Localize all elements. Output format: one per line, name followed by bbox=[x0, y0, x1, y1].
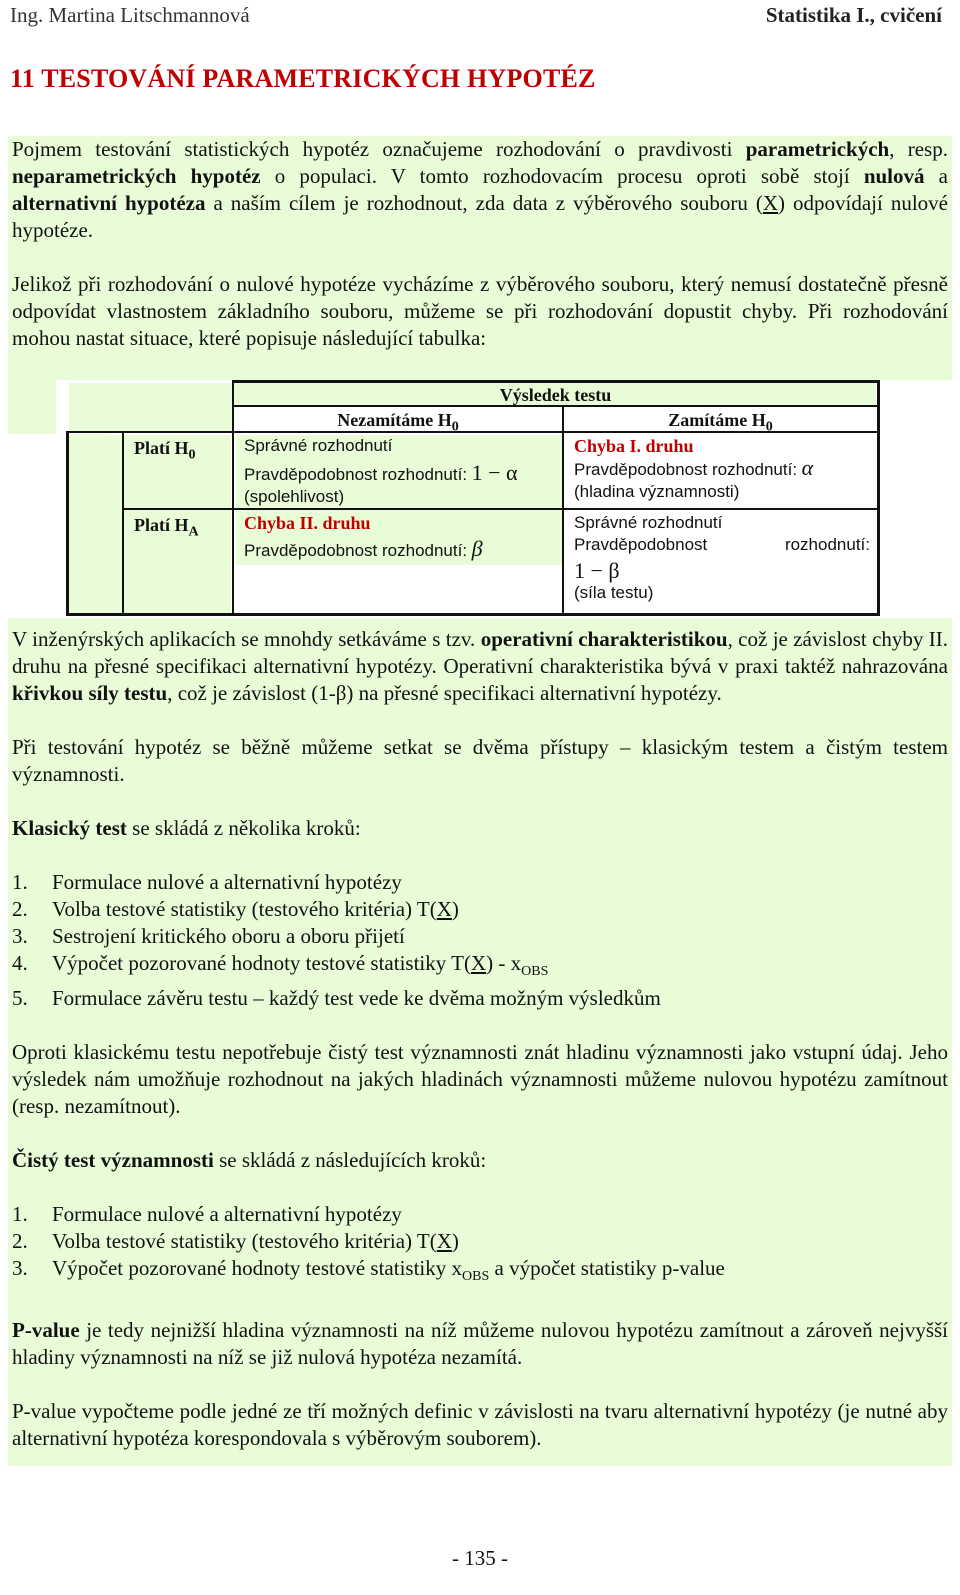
cell-correct-reject: Správné rozhodnutí Pravděpodobnost rozhodnutí: 1 − β (síla testu) bbox=[574, 513, 870, 602]
list-item: 3. Výpočet pozorované hodnoty testové statistiky $x_{OBS}$ a výpočet statistiky p-value bbox=[12, 1256, 725, 1285]
list-item: 1. Formulace nulové a alternativní hypotézy bbox=[12, 1202, 402, 1227]
header-author: Ing. Martina Litschmannová bbox=[10, 3, 250, 27]
cell-type1-error: Chyba I. druhu Pravděpodobnost rozhodnutí: α (hladina významnosti) bbox=[574, 436, 814, 501]
list-item: 1. Formulace nulové a alternativní hypotézy bbox=[12, 870, 402, 894]
main-text-block bbox=[8, 618, 952, 1466]
list-item: 2. Volba testové statistiky (testového kritéria) T(X) bbox=[12, 897, 459, 921]
pure-test-steps bbox=[12, 1201, 948, 1290]
paragraph-p-value-definitions: P-value vypočteme podle jedné ze tří možných definic v závislosti na tvaru alternativní hypotézy (je nutné aby alternativní hypotéza korespondovala s výběrovým souborem). bbox=[12, 1399, 948, 1451]
chapter-title: 11 TESTOVÁNÍ PARAMETRICKÝCH HYPOTÉZ bbox=[10, 64, 596, 93]
list-item: 2. Volba testové statistiky (testového kritéria) T(X) bbox=[12, 1229, 459, 1254]
list-item: 5. Formulace závěru testu – každý test vede ke dvěma možným výsledkům bbox=[12, 986, 661, 1011]
row-ha-header: Platí $H_A$ bbox=[134, 515, 199, 540]
paragraph-definition: Pojmem testování statistických hypotéz označujeme rozhodování o pravdivosti parametrických, resp. neparametrických hypotéz o populaci. V tomto rozhodovacím procesu oproti sobě stojí nulová a alternativní hypotéza a naším cílem je rozhodnout, zda data z výběrového souboru (X) odpovídají nulové hypotéze. bbox=[12, 137, 948, 242]
list-item: 3. Sestrojení kritického oboru a oboru přijetí bbox=[12, 924, 405, 948]
table-margin-fill bbox=[8, 380, 56, 434]
list-item: 4. Výpočet pozorované hodnoty testové statistiky $T(X) - x_{OBS}$ bbox=[12, 951, 549, 980]
page-number: - 135 - bbox=[452, 1546, 508, 1570]
paragraph-approaches: Při testování hypotéz se běžně můžeme setkat se dvěma přístupy – klasickým testem a čistým testem významnosti. bbox=[12, 735, 948, 786]
paragraph-pure-test-intro: Oproti klasickému testu nepotřebuje čistý test významnosti znát hladinu významnosti jako vstupní údaj. Jeho výsledek nám umožňuje rozhodnout na jakých hladinách významnosti můžeme nulovou hypotézu zamítnout (resp. nezamítnout). bbox=[12, 1040, 948, 1119]
row-h0-header: Platí $H_0$ bbox=[134, 438, 196, 463]
col-reject-header: Zamítáme $H_0$ bbox=[668, 410, 773, 435]
header-course: Statistika I., cvičení bbox=[765, 3, 942, 27]
paragraph-operating-characteristic: V inženýrských aplikacích se mnohdy setkáváme s tzv. operativní charakteristikou, což je závislost chyby II. druhu na přesné specifikaci alternativní hypotézy. Operativní charakteristika bývá v praxi taktéž nahrazována křivkou síly testu, což je závislost (1-β) na přesné specifikaci alternativní hypotézy. bbox=[12, 627, 949, 705]
paragraph-pure-test: Čistý test významnosti se skládá z následujících kroků: bbox=[12, 1148, 487, 1173]
cell-correct-accept: Správné rozhodnutí Pravděpodobnost rozhodnutí: 1 − α (spolehlivost) bbox=[244, 436, 518, 506]
cell-type2-error: Chyba II. druhu Pravděpodobnost rozhodnutí: β bbox=[244, 513, 483, 561]
paragraph-errors: Jelikož při rozhodování o nulové hypotéze vycházíme z výběrového souboru, který nemusí dostatečně přesně odpovídat vlastnostem základního souboru, můžeme se při rozhodování dopustit chyby. Při rozhodování mohou nastat situace, které popisuje následující tabulka: bbox=[12, 272, 948, 350]
paragraph-classic-test: Klasický test se skládá z několika kroků: bbox=[12, 816, 361, 840]
col-accept-header: Nezamítáme $H_0$ bbox=[337, 410, 459, 435]
paragraph-p-value: P-value je tedy nejnižší hladina významnosti na níž můžeme nulovou hypotézu zamítnout a zároveň nejvyšší hladiny významnosti na níž se již nulová hypotéza nezamítá. bbox=[12, 1318, 948, 1370]
decision-table bbox=[66, 380, 880, 616]
intro-block bbox=[8, 136, 952, 380]
classic-test-steps bbox=[12, 869, 948, 1012]
page-header bbox=[10, 0, 942, 28]
result-header: Výsledek testu bbox=[499, 385, 612, 405]
